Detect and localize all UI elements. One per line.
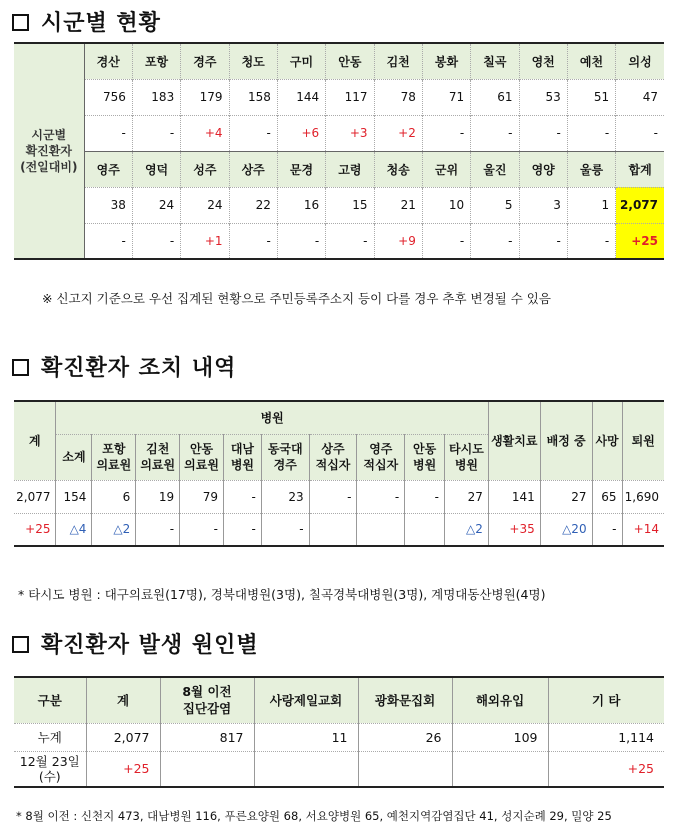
- table-cell: [452, 751, 548, 787]
- table-cell: -: [309, 480, 357, 513]
- header-line: 계: [116, 692, 130, 708]
- region-change: -: [567, 115, 615, 151]
- region-change: -: [229, 223, 277, 259]
- header-row: [14, 401, 664, 434]
- table-cell: 65: [592, 480, 622, 513]
- region-change: -: [229, 115, 277, 151]
- region-name: 청송: [374, 151, 422, 187]
- region-count: 24: [132, 187, 180, 223]
- header-cell: [548, 677, 664, 723]
- region-change: -: [132, 223, 180, 259]
- region-name: 합계: [616, 151, 664, 187]
- region-name: 경주: [181, 43, 229, 79]
- region-name: 영천: [519, 43, 567, 79]
- checkbox-square-icon: [12, 14, 29, 31]
- region-count: 15: [326, 187, 374, 223]
- header-hospital-sub: [92, 434, 136, 480]
- header-line: 경주: [273, 458, 297, 472]
- table-cell: △4: [56, 513, 92, 546]
- header-line: 동국대: [267, 442, 303, 456]
- checkbox-square-icon: [12, 359, 29, 376]
- table-cell: 2,077: [86, 723, 160, 751]
- table-cell: -: [357, 480, 405, 513]
- table-cell: 27: [540, 480, 592, 513]
- table-row: [14, 223, 664, 259]
- header-hospital-sub: [357, 434, 405, 480]
- region-count: 117: [326, 79, 374, 115]
- header-line: 병원: [454, 458, 479, 472]
- region-name: 김천: [374, 43, 422, 79]
- table-cell: -: [223, 480, 261, 513]
- header-cell: [358, 677, 452, 723]
- table-cell: 2,077: [14, 480, 56, 513]
- table-cell: 154: [56, 480, 92, 513]
- table-row: [14, 187, 664, 223]
- region-change: +6: [277, 115, 325, 151]
- table-cell: -: [261, 513, 309, 546]
- table-cell: 11: [254, 723, 358, 751]
- table-cell: 1,690: [622, 480, 664, 513]
- section2-title: 확진환자 조치 내역: [12, 351, 236, 382]
- region-change: -: [326, 223, 374, 259]
- table-row: [14, 115, 664, 151]
- table-cell: 1,114: [548, 723, 664, 751]
- header-line: 집단감염: [182, 701, 232, 717]
- table-cell: +14: [622, 513, 664, 546]
- header-line: 기 타: [591, 692, 621, 708]
- region-name: 의성: [616, 43, 664, 79]
- region-change: -: [277, 223, 325, 259]
- header-line: 구분: [37, 692, 62, 708]
- region-name: 고령: [326, 151, 374, 187]
- header-row: [14, 677, 664, 723]
- region-count: 22: [229, 187, 277, 223]
- header-hospital-sub: [309, 434, 357, 480]
- region-change: -: [567, 223, 615, 259]
- table-row: [14, 480, 664, 513]
- header-hospital-sub: [180, 434, 224, 480]
- region-change: -: [519, 115, 567, 151]
- region-change: -: [471, 223, 519, 259]
- region-name: 성주: [181, 151, 229, 187]
- header-line: 타시도: [449, 442, 484, 456]
- header-cell: [86, 677, 160, 723]
- region-change: -: [132, 115, 180, 151]
- region-name: 영덕: [132, 151, 180, 187]
- header-line: 안동: [412, 442, 437, 456]
- table-cell: -: [592, 513, 622, 546]
- header-hospital-sub: [223, 434, 261, 480]
- region-name: 봉화: [422, 43, 470, 79]
- patient-treatment-table: [14, 400, 664, 547]
- header-line: 의료원: [184, 458, 219, 472]
- region-status-table: [14, 42, 664, 260]
- header-hospital-sub: [261, 434, 309, 480]
- header-cell: [254, 677, 358, 723]
- header-line: 사랑제일교회: [269, 692, 343, 708]
- header-hospital-sub: [56, 434, 92, 480]
- header-line: 8월 이전: [182, 684, 232, 700]
- table-cell: 817: [160, 723, 254, 751]
- section1-note: ※ 신고지 기준으로 우선 집계된 현황으로 주민등록주소지 등이 다를 경우 추후 변경될 수 있음: [42, 291, 551, 306]
- header-cell: [14, 677, 86, 723]
- header-line: 의료원: [96, 458, 132, 472]
- table-cell: [254, 751, 358, 787]
- table-cell: +25: [14, 513, 56, 546]
- region-name: 문경: [277, 151, 325, 187]
- region-change: -: [84, 115, 132, 151]
- region-count: 10: [422, 187, 470, 223]
- table-cell: 141: [488, 480, 540, 513]
- region-count: 71: [422, 79, 470, 115]
- table-row: [14, 151, 664, 187]
- header-line: 해외유입: [475, 692, 525, 708]
- region-name: 칠곡: [471, 43, 519, 79]
- header-line: 광화문집회: [374, 692, 436, 708]
- region-name: 영주: [84, 151, 132, 187]
- header-waiting: 배정 중: [540, 401, 592, 480]
- side-label: [14, 43, 84, 259]
- region-count: 144: [277, 79, 325, 115]
- table-cell: △2: [445, 513, 489, 546]
- region-count: 179: [181, 79, 229, 115]
- table-cell: 109: [452, 723, 548, 751]
- table-cell: -: [180, 513, 224, 546]
- table-cell: [405, 513, 445, 546]
- region-change: -: [471, 115, 519, 151]
- header-line: 영주: [369, 442, 393, 456]
- region-name: 군위: [422, 151, 470, 187]
- region-name: 경산: [84, 43, 132, 79]
- side-label-line: 확진환자: [25, 144, 72, 158]
- table-cell: △20: [540, 513, 592, 546]
- table-cell: +35: [488, 513, 540, 546]
- header-line: 김천: [146, 442, 170, 456]
- region-count: 2,077: [616, 187, 664, 223]
- region-name: 안동: [326, 43, 374, 79]
- table-row: [14, 751, 664, 787]
- region-count: 158: [229, 79, 277, 115]
- region-change: +2: [374, 115, 422, 151]
- region-count: 61: [471, 79, 519, 115]
- header-hospital-sub: [136, 434, 180, 480]
- header-total: 계: [14, 401, 56, 480]
- region-name: 상주: [229, 151, 277, 187]
- region-change: -: [519, 223, 567, 259]
- region-change: +3: [326, 115, 374, 151]
- table-cell: +25: [548, 751, 664, 787]
- table-cell: △2: [92, 513, 136, 546]
- region-count: 51: [567, 79, 615, 115]
- region-count: 16: [277, 187, 325, 223]
- side-label-line: (전일대비): [20, 160, 78, 174]
- header-line: 적십자: [315, 458, 351, 472]
- table-row: [14, 513, 664, 546]
- header-hospital-sub: [445, 434, 489, 480]
- table-cell: +25: [86, 751, 160, 787]
- header-hospital: 병원: [56, 401, 488, 434]
- header-line: 포항: [102, 442, 126, 456]
- table-cell: 6: [92, 480, 136, 513]
- header-line: 병원: [412, 458, 437, 472]
- region-count: 53: [519, 79, 567, 115]
- header-cell: [452, 677, 548, 723]
- header-line: 대남: [230, 442, 254, 456]
- header-cell: [160, 677, 254, 723]
- section2-note: * 타시도 병원 : 대구의료원(17명), 경북대병원(3명), 칠곡경북대병원(3명), 계명대동산병원(4명): [18, 587, 546, 602]
- region-change: -: [616, 115, 664, 151]
- header-death: 사망: [592, 401, 622, 480]
- table-cell: 26: [358, 723, 452, 751]
- header-line: 적십자: [363, 458, 399, 472]
- region-count: 3: [519, 187, 567, 223]
- region-count: 1: [567, 187, 615, 223]
- section3-title: 확진환자 발생 원인별: [12, 628, 259, 659]
- section1-title: 시군별 현황: [12, 6, 161, 37]
- header-line: 상주: [321, 442, 345, 456]
- region-count: 756: [84, 79, 132, 115]
- region-name: 예천: [567, 43, 615, 79]
- region-count: 5: [471, 187, 519, 223]
- table-cell: -: [136, 513, 180, 546]
- header-life-center: 생활치료: [488, 401, 540, 480]
- table-row: [14, 43, 664, 79]
- region-count: 38: [84, 187, 132, 223]
- header-line: 병원: [230, 458, 254, 472]
- table-cell: 누계: [14, 723, 86, 751]
- row-label-line: (수): [38, 768, 61, 784]
- region-count: 21: [374, 187, 422, 223]
- region-name: 청도: [229, 43, 277, 79]
- region-name: 구미: [277, 43, 325, 79]
- table-cell: 27: [445, 480, 489, 513]
- section3-note: * 8월 이전 : 신천지 473, 대남병원 116, 푸른요양원 68, 서요양병원 65, 예천지역감염집단 41, 성지순례 29, 밀양 25: [16, 809, 612, 823]
- side-label-line: 시군별: [31, 128, 67, 142]
- region-change: -: [422, 115, 470, 151]
- row-label-line: 12월 23일: [19, 753, 80, 769]
- header-discharged: 퇴원: [622, 401, 664, 480]
- table-cell: [309, 513, 357, 546]
- region-change: -: [84, 223, 132, 259]
- table-cell: [357, 513, 405, 546]
- region-count: 47: [616, 79, 664, 115]
- region-change: -: [422, 223, 470, 259]
- region-name: 울릉: [567, 151, 615, 187]
- region-name: 울진: [471, 151, 519, 187]
- header-line: 소계: [62, 450, 86, 464]
- checkbox-square-icon: [12, 636, 29, 653]
- header-line: 의료원: [140, 458, 176, 472]
- table-cell: -: [405, 480, 445, 513]
- region-name: 포항: [132, 43, 180, 79]
- table-cell: [358, 751, 452, 787]
- region-change: +4: [181, 115, 229, 151]
- table-cell: -: [223, 513, 261, 546]
- region-change: +25: [616, 223, 664, 259]
- table-row: [14, 723, 664, 751]
- infection-cause-table: [14, 676, 664, 788]
- region-name: 영양: [519, 151, 567, 187]
- table-cell: [160, 751, 254, 787]
- row-label: [14, 751, 86, 787]
- region-count: 78: [374, 79, 422, 115]
- header-hospital-sub: [405, 434, 445, 480]
- table-cell: 23: [261, 480, 309, 513]
- table-row: [14, 79, 664, 115]
- region-change: +9: [374, 223, 422, 259]
- table-cell: 79: [180, 480, 224, 513]
- region-count: 183: [132, 79, 180, 115]
- header-line: 안동: [189, 442, 214, 456]
- region-count: 24: [181, 187, 229, 223]
- table-cell: 19: [136, 480, 180, 513]
- region-change: +1: [181, 223, 229, 259]
